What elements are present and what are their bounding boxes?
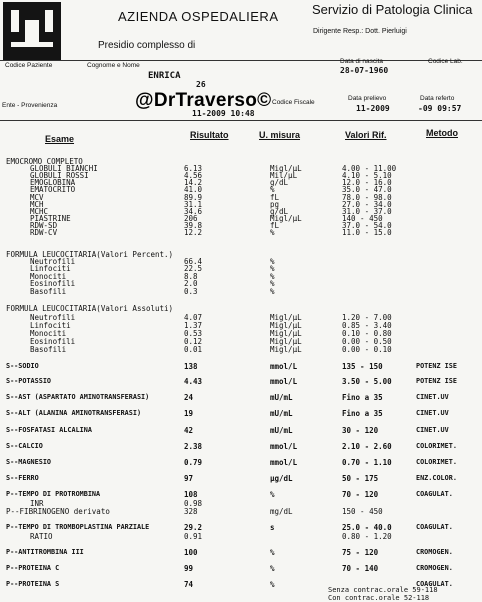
reference-range: 0.85 - 3.40 — [342, 321, 392, 330]
unit-value: mmol/L — [270, 458, 298, 467]
unit-value: mU/mL — [270, 426, 293, 435]
method-value: COAGULAT. — [416, 523, 453, 531]
unit-value: g/dL — [270, 178, 289, 187]
reference-range: 150 - 450 — [342, 507, 383, 516]
col-misura: U. misura — [259, 130, 301, 140]
method-value: CINET.UV — [416, 393, 449, 401]
result-value: 108 — [184, 490, 198, 499]
exam-name: P--FIBRINOGENO derivato — [6, 507, 110, 516]
col-esame: Esame — [45, 134, 75, 144]
unit-value: mmol/L — [270, 362, 298, 371]
data-prelievo-value: 11-2009 — [356, 104, 390, 113]
result-value: 100 — [184, 548, 198, 557]
exam-name: Linfociti — [30, 321, 71, 330]
unit-value: % — [270, 564, 275, 573]
exam-name: RDW-CV — [30, 228, 58, 237]
result-value: 0.91 — [184, 532, 203, 541]
exam-name: Monociti — [30, 272, 67, 281]
table-row — [0, 304, 482, 313]
exam-name: Eosinofili — [30, 279, 76, 288]
reference-range: 25.0 - 40.0 — [342, 523, 392, 532]
unit-value: % — [270, 228, 275, 237]
reference-range: 35.0 - 47.0 — [342, 185, 392, 194]
result-value: 22.5 — [184, 264, 203, 273]
hospital-name: AZIENDA OSPEDALIERA — [118, 9, 279, 24]
table-row — [0, 442, 482, 451]
exam-name: PIASTRINE — [30, 214, 71, 223]
unit-value: % — [270, 264, 275, 273]
reference-range: 1.20 - 7.00 — [342, 313, 392, 322]
result-value: 0.79 — [184, 458, 203, 467]
col-valori: Valori Rif. — [345, 130, 387, 140]
exam-name: S--MAGNESIO — [6, 458, 52, 466]
col-metodo: Metodo — [426, 128, 458, 138]
reference-range: 0.10 - 0.80 — [342, 329, 392, 338]
method-value: CINET.UV — [416, 426, 449, 434]
table-row — [0, 507, 482, 516]
service-name: Servizio di Patologia Clinica — [312, 2, 473, 17]
col-risultato: Risultato — [190, 130, 229, 140]
result-value: 138 — [184, 362, 198, 371]
exam-name: P--PROTEINA S — [6, 580, 60, 588]
data-referto-label: Data referto — [420, 95, 455, 102]
reference-range: 0.00 - 0.10 — [342, 345, 392, 354]
unit-value: mU/mL — [270, 409, 293, 418]
codice-fiscale-label: Codice Fiscale — [272, 99, 315, 106]
table-row — [0, 409, 482, 418]
unit-value: fL — [270, 193, 280, 202]
exam-name: S--FERRO — [6, 474, 39, 482]
exam-name: S--CALCIO — [6, 442, 43, 450]
result-value: 42 — [184, 426, 194, 435]
result-value: 12.2 — [184, 228, 203, 237]
result-value: 14.2 — [184, 178, 203, 187]
table-row — [0, 564, 482, 573]
patient-name: ENRICA — [148, 71, 181, 81]
result-value: 4.43 — [184, 377, 203, 386]
reference-range: 135 - 150 — [342, 362, 383, 371]
reference-range: 31.0 - 37.0 — [342, 207, 392, 216]
result-value: 328 — [184, 507, 198, 516]
result-value: 41.0 — [184, 185, 203, 194]
unit-value: g/dL — [270, 207, 289, 216]
unit-value: % — [270, 272, 275, 281]
exam-name: S--FOSFATASI ALCALINA — [6, 426, 92, 434]
unit-value: Migl/µL — [270, 214, 302, 223]
unit-value: Mil/µL — [270, 171, 298, 180]
exam-name: P--PROTEINA C — [6, 564, 60, 572]
unit-value: s — [270, 523, 275, 532]
exam-name: P--ANTITROMBINA III — [6, 548, 84, 556]
result-value: 31.1 — [184, 200, 203, 209]
result-value: 0.98 — [184, 499, 203, 508]
result-value: 2.38 — [184, 442, 203, 451]
reference-range: 2.10 - 2.60 — [342, 442, 392, 451]
reference-range: 78.0 - 98.0 — [342, 193, 392, 202]
watermark: @DrTraverso© — [135, 90, 272, 111]
exam-name: Basofili — [30, 287, 67, 296]
result-value: 0.12 — [184, 337, 203, 346]
unit-value: Migl/µL — [270, 337, 302, 346]
reference-range: 12.0 - 16.0 — [342, 178, 392, 187]
unit-value: % — [270, 257, 275, 266]
result-value: 29.2 — [184, 523, 203, 532]
method-value: CINET.UV — [416, 409, 449, 417]
header-divider — [0, 60, 482, 61]
reference-range: 27.0 - 34.0 — [342, 200, 392, 209]
exam-name: FORMULA LEUCOCITARIA(Valori Assoluti) — [6, 304, 174, 313]
table-row — [0, 377, 482, 386]
reference-range: Fino a 35 — [342, 409, 383, 418]
exam-name: S--ALT (ALANINA AMINOTRANSFERASI) — [6, 409, 142, 417]
exam-name: S--SODIO — [6, 362, 39, 370]
exam-name: Neutrofili — [30, 313, 76, 322]
unit-value: Migl/µL — [270, 329, 302, 338]
exam-name: Neutrofili — [30, 257, 76, 266]
result-value: 0.3 — [184, 287, 198, 296]
unit-value: % — [270, 490, 275, 499]
reference-range: 70 - 120 — [342, 490, 379, 499]
result-value: 1.37 — [184, 321, 203, 330]
exam-name: Linfociti — [30, 264, 71, 273]
table-row — [0, 532, 482, 541]
reference-range: 30 - 120 — [342, 426, 379, 435]
result-value: 39.8 — [184, 221, 203, 230]
method-value: COLORIMET. — [416, 458, 457, 466]
method-value: CROMOGEN. — [416, 564, 453, 572]
table-row — [0, 345, 482, 354]
hospital-logo — [3, 2, 61, 60]
result-value: 4.56 — [184, 171, 203, 180]
unit-value: Migl/µL — [270, 313, 302, 322]
exam-name: S--POTASSIO — [6, 377, 52, 385]
unit-value: % — [270, 580, 275, 589]
table-row — [0, 458, 482, 467]
table-row — [0, 490, 482, 499]
unit-value: Migl/µL — [270, 345, 302, 354]
reference-range: 0.00 - 0.50 — [342, 337, 392, 346]
result-value: 34.6 — [184, 207, 203, 216]
unit-value: % — [270, 548, 275, 557]
table-row — [0, 362, 482, 371]
acceptance-time: 11-2009 10:48 — [192, 109, 255, 118]
codice-lab-label: Codice Lab. — [428, 58, 463, 65]
reference-range: 140 - 450 — [342, 214, 383, 223]
exam-name: EMOGLOBINA — [30, 178, 76, 187]
unit-value: µg/dL — [270, 474, 293, 483]
table-row — [0, 287, 482, 296]
unit-value: mg/dL — [270, 507, 293, 516]
reference-range: Fino a 35 — [342, 393, 383, 402]
exam-name: S--AST (ASPARTATO AMINOTRANSFERASI) — [6, 393, 150, 401]
reference-range: 70 - 140 — [342, 564, 379, 573]
table-row — [0, 474, 482, 483]
exam-name: P--TEMPO DI PROTROMBINA — [6, 490, 101, 498]
director-line: Dirigente Resp.: Dott. Pierluigi — [313, 28, 407, 35]
exam-name: FORMULA LEUCOCITARIA(Valori Percent.) — [6, 250, 174, 259]
unit-value: Migl/µL — [270, 321, 302, 330]
reference-range: 0.80 - 1.20 — [342, 532, 392, 541]
result-value: 24 — [184, 393, 194, 402]
exam-name: EMOCROMO COMPLETO — [6, 157, 83, 166]
unit-value: % — [270, 287, 275, 296]
exam-name: RDW-SD — [30, 221, 58, 230]
provenienza-label: Ente - Provenienza — [2, 102, 58, 109]
exam-name: EMATOCRITO — [30, 185, 76, 194]
footer-line-2: Con contrac.orale 52-118 — [328, 594, 430, 602]
cognome-label: Cognome e Nome — [87, 62, 140, 69]
method-value: COLORIMET. — [416, 442, 457, 450]
unit-value: Migl/µL — [270, 164, 302, 173]
reference-range: 4.00 - 11.00 — [342, 164, 397, 173]
exam-name: MCV — [30, 193, 44, 202]
footer-line-1: Senza contrac.orale 59-118 — [328, 586, 438, 594]
method-value: ENZ.COLOR. — [416, 474, 457, 482]
data-referto-value: -09 09:57 — [418, 104, 462, 113]
reference-range: 3.50 - 5.00 — [342, 377, 392, 386]
patient-age: 26 — [196, 80, 206, 89]
reference-range: 0.70 - 1.10 — [342, 458, 392, 467]
result-value: 19 — [184, 409, 194, 418]
reference-range: 75 - 120 — [342, 548, 379, 557]
presidio-line: Presidio complesso di — [98, 40, 196, 51]
exam-name: MCH — [30, 200, 44, 209]
exam-name: MCHC — [30, 207, 49, 216]
reference-range: 11.0 - 15.0 — [342, 228, 392, 237]
unit-value: mU/mL — [270, 393, 293, 402]
table-row — [0, 228, 482, 237]
unit-value: fL — [270, 221, 280, 230]
exam-name: RATIO — [30, 532, 53, 541]
exam-name: Eosinofili — [30, 337, 76, 346]
method-value: CROMOGEN. — [416, 548, 453, 556]
result-value: 74 — [184, 580, 194, 589]
result-value: 99 — [184, 564, 194, 573]
result-value: 2.0 — [184, 279, 198, 288]
unit-value: % — [270, 279, 275, 288]
data-prelievo-label: Data prelievo — [348, 95, 387, 102]
result-value: 6.13 — [184, 164, 203, 173]
info-divider — [0, 120, 482, 121]
result-value: 66.4 — [184, 257, 203, 266]
table-row — [0, 393, 482, 402]
method-value: POTENZ ISE — [416, 362, 457, 370]
method-value: COAGULAT. — [416, 580, 453, 588]
method-value: POTENZ ISE — [416, 377, 457, 385]
result-value: 89.9 — [184, 193, 203, 202]
reference-range: 37.0 - 54.0 — [342, 221, 392, 230]
unit-value: pg — [270, 200, 280, 209]
unit-value: % — [270, 185, 275, 194]
exam-name: P--TEMPO DI TROMBOPLASTINA PARZIALE — [6, 523, 150, 531]
result-value: 0.53 — [184, 329, 203, 338]
table-row — [0, 548, 482, 557]
reference-range: 50 - 175 — [342, 474, 379, 483]
data-nascita-value: 28-07-1960 — [340, 66, 389, 75]
reference-range: 4.10 - 5.10 — [342, 171, 392, 180]
exam-name: Basofili — [30, 345, 67, 354]
exam-name: INR — [30, 499, 44, 508]
table-row — [0, 426, 482, 435]
result-value: 8.8 — [184, 272, 198, 281]
result-value: 4.07 — [184, 313, 203, 322]
result-value: 0.01 — [184, 345, 203, 354]
codice-paziente-label: Codice Paziente — [5, 62, 53, 69]
method-value: COAGULAT. — [416, 490, 453, 498]
exam-name: GLOBULI ROSSI — [30, 171, 89, 180]
result-value: 97 — [184, 474, 194, 483]
data-nascita-label: Data di nascita — [340, 58, 383, 65]
table-row — [0, 523, 482, 532]
unit-value: mmol/L — [270, 442, 298, 451]
unit-value: mmol/L — [270, 377, 298, 386]
exam-name: GLOBULI BIANCHI — [30, 164, 98, 173]
result-value: 206 — [184, 214, 198, 223]
exam-name: Monociti — [30, 329, 67, 338]
